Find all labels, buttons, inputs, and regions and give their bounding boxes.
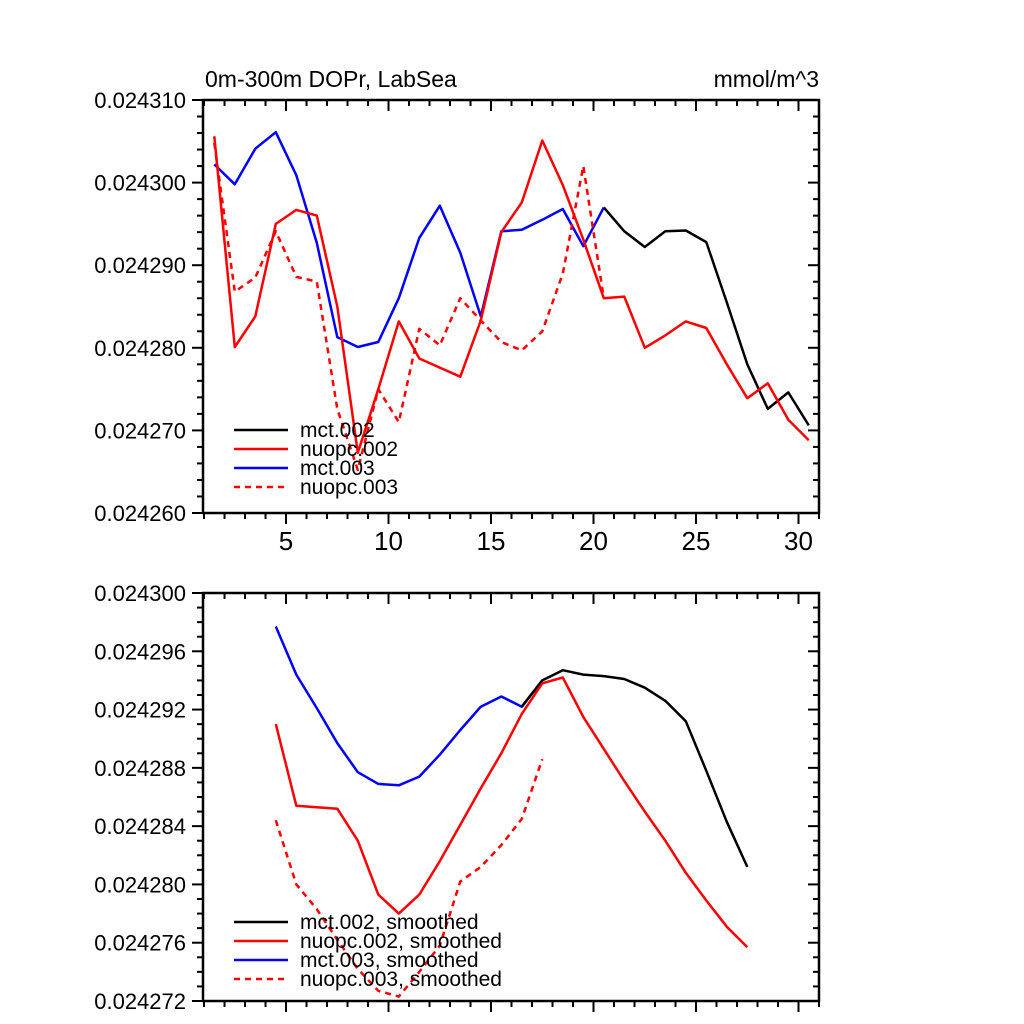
- legend-label-nuopc.003-smoothed: nuopc.003, smoothed: [300, 968, 502, 991]
- legend-label-nuopc.002-smoothed: nuopc.002, smoothed: [300, 930, 502, 953]
- x-tick-label: 25: [681, 526, 711, 556]
- legend-label-mct.003-smoothed: mct.003, smoothed: [300, 949, 479, 972]
- y-tick-label: 0.024292: [94, 697, 186, 723]
- y-tick-label: 0.024272: [94, 989, 186, 1014]
- x-tick-label: 15: [476, 526, 506, 556]
- y-tick-label: 0.024260: [94, 501, 186, 526]
- chart-title: 0m-300m DOPr, LabSea: [205, 66, 457, 92]
- y-tick-label: 0.024288: [94, 755, 186, 781]
- y-tick-label: 0.024300: [94, 170, 186, 196]
- y-tick-label: 0.024280: [94, 872, 186, 898]
- legend-label-nuopc.002: nuopc.002: [300, 438, 399, 461]
- legend-label-mct.002-smoothed: mct.002, smoothed: [300, 911, 479, 934]
- x-tick-label: 30: [784, 526, 813, 556]
- x-tick-label: 10: [374, 526, 403, 556]
- legend-label-nuopc.003: nuopc.003: [300, 476, 399, 499]
- x-tick-label: 5: [278, 526, 294, 556]
- y-tick-label: 0.024276: [94, 930, 186, 956]
- legend-label-mct.002: mct.002: [300, 419, 375, 442]
- y-tick-label: 0.024300: [94, 581, 186, 606]
- legend-label-mct.003: mct.003: [300, 457, 375, 480]
- x-tick-label: 20: [579, 526, 608, 556]
- y-tick-label: 0.024280: [94, 335, 186, 361]
- units-label: mmol/m^3: [713, 66, 819, 92]
- y-tick-label: 0.024290: [94, 253, 186, 279]
- y-tick-label: 0.024284: [94, 814, 186, 840]
- y-tick-label: 0.024310: [94, 88, 186, 113]
- y-tick-label: 0.024270: [94, 418, 186, 444]
- y-tick-label: 0.024296: [94, 639, 186, 665]
